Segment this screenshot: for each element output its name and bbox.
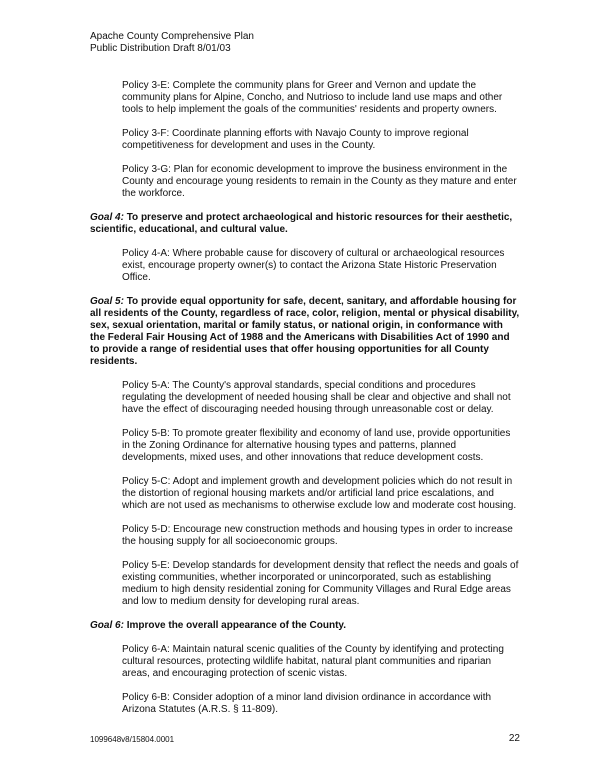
goal-4 (90, 212, 520, 236)
policy-5b: Policy 5-B: To promote greater flexibility and economy of land use, provide opportunities in the Zoning Ordinance for alternative housing types and patterns, planned developments, mixed uses, and other innovations that reduce development costs. (122, 428, 511, 463)
policy-5e: Policy 5-E: Develop standards for development density that reflect the needs and goals of existing communities, whether incorporated or unincorporated, such as establishing medium to high density residential zoning for Community Villages and Rural Edge areas and low to medium density for developing rural areas. (122, 560, 519, 607)
policy-5c: Policy 5-C: Adopt and implement growth and development policies which do not result in the distortion of regional housing markets and/or artificial land price escalations, and which are not used as mechanisms to otherwise exclude low and moderate cost housing. (122, 476, 517, 511)
policy-6b: Policy 6-B: Consider adoption of a minor land division ordinance in accordance with Arizona Statutes (A.R.S. § 11-809). (122, 692, 492, 715)
goal-4-text: To preserve and protect archaeological and historic resources for their aesthetic, scientific, educational, and cultural value. (90, 212, 513, 235)
policy-4a: Policy 4-A: Where probable cause for discovery of cultural or archaeological resources exist, encourage property owner(s) to contact the Arizona State Historic Preservation Office. (122, 248, 505, 283)
goal-5 (90, 296, 520, 368)
policy-3e: Policy 3-E: Complete the community plans for Greer and Vernon and update the community plans for Alpine, Concho, and Nutrioso to include land use maps and other tools to help implement the goals of the communities' residents and property owners. (122, 80, 503, 115)
goal-6-text: Improve the overall appearance of the County. (126, 620, 346, 631)
footer-document-id: 1099648v8/15804.0001 (90, 735, 175, 744)
policy-3g: Policy 3-G: Plan for economic development to improve the business environment in the County and encourage young residents to remain in the County as they mature and enter the workforce. (122, 164, 517, 199)
policy-5a: Policy 5-A: The County's approval standards, special conditions and procedures regulating the development of needed housing shall be clear and objective and shall not have the effect of discouraging needed housing through unreasonable cost or delay. (122, 380, 511, 415)
document-body (90, 80, 520, 728)
goal-4-label: Goal 4: (90, 212, 124, 223)
policy-6a: Policy 6-A: Maintain natural scenic qualities of the County by identifying and protecting cultural resources, protecting wildlife habitat, natural plant communities and riparian areas, and encouraging protection of scenic vistas. (122, 644, 504, 679)
header-title: Apache County Comprehensive Plan (90, 31, 254, 42)
goal-6-label: Goal 6: (90, 620, 124, 631)
goal-5-text: To provide equal opportunity for safe, decent, sanitary, and affordable housing for all residents of the County, regardless of race, color, religion, mental or physical disability, sex, sexual orientation, marital or family status, or national origin, in conformance with the Federal Fair Housing Act of 1988 and the Americans with Disabilities Act of 1990 and to provide a range of residential uses that offer housing opportunities for all County residents. (90, 296, 520, 367)
header-draft-date: Public Distribution Draft 8/01/03 (90, 43, 231, 54)
footer-page-number: 22 (508, 733, 520, 744)
policy-5d: Policy 5-D: Encourage new construction methods and housing types in order to increase the housing supply for all socioeconomic groups. (122, 524, 513, 547)
goal-5-label: Goal 5: (90, 296, 124, 307)
goal-6 (90, 620, 520, 632)
page-header (90, 31, 254, 55)
policy-3f: Policy 3-F: Coordinate planning efforts with Navajo County to improve regional competitiveness for development and uses in the County. (122, 128, 469, 151)
